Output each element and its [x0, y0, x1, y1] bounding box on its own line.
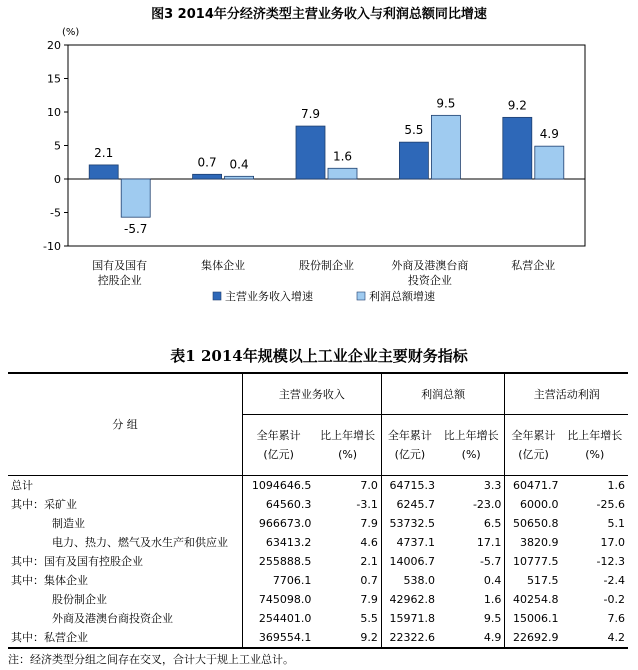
- data-label: 1.6: [332, 149, 353, 164]
- bar-chart: [0, 22, 638, 342]
- cell-value: 60471.7: [513, 479, 559, 492]
- cell-value: 7706.1: [272, 574, 312, 587]
- cell-value: 6000.0: [520, 498, 559, 511]
- y-tick-label: 5: [54, 139, 61, 153]
- sub-header: 全年累计 (亿元): [381, 415, 438, 476]
- cell-value: 10777.5: [513, 555, 559, 568]
- cell-value: 9.5: [438, 609, 505, 628]
- legend-swatch: [213, 292, 221, 300]
- chart-legend: [213, 289, 435, 303]
- data-label: 0.7: [197, 155, 217, 170]
- row-label: 其中：私营企业: [8, 628, 243, 648]
- category-label: 股份制企业: [299, 259, 354, 272]
- colgroup-revenue: 主营业务收入: [243, 373, 382, 415]
- y-tick-label: -10: [43, 240, 61, 253]
- cell-value: 17.0: [600, 536, 625, 549]
- sub-header: 比上年增长 (%): [438, 415, 505, 476]
- colgroup-main-profit: 主营活动利润: [505, 373, 628, 415]
- figure-title: 图3 2014年分经济类型主营业务收入与利润总额同比增速: [151, 7, 487, 22]
- data-label: 9.2: [507, 98, 527, 113]
- sub-header: 全年累计 (亿元): [505, 415, 562, 476]
- row-label: 外商及港澳台商投资企业: [8, 609, 243, 628]
- data-label: 7.9: [300, 107, 321, 122]
- sub-header: 比上年增长 (%): [562, 415, 628, 476]
- cell-value: 14006.7: [389, 555, 435, 568]
- cell-value: 15971.8: [389, 612, 435, 625]
- category-label: 私营企业: [511, 259, 556, 272]
- cell-value: -0.2: [603, 593, 625, 606]
- cell-value: 6245.7: [396, 498, 435, 511]
- row-label: 电力、热力、燃气及水生产和供应业: [8, 533, 243, 552]
- row-label: 股份制企业: [8, 590, 243, 609]
- cell-value: 7.0: [314, 476, 381, 496]
- bar-revenue: [296, 126, 325, 179]
- data-label: 0.4: [229, 157, 249, 172]
- table-row: [8, 514, 628, 533]
- cell-value: 64560.3: [265, 498, 312, 511]
- cell-value: 1.6: [607, 479, 625, 492]
- y-tick-label: 15: [47, 72, 61, 86]
- cell-value: 40254.8: [513, 593, 559, 606]
- cell-value: 63413.2: [265, 536, 312, 549]
- bar-revenue: [89, 165, 118, 179]
- cell-value: 7.9: [314, 590, 381, 609]
- table-row: [8, 495, 628, 514]
- row-label: 总计: [8, 476, 243, 496]
- table-row: [8, 609, 628, 628]
- cell-value: 53732.5: [389, 517, 435, 530]
- cell-value: 3.3: [438, 476, 505, 496]
- cell-value: 22322.6: [389, 631, 435, 644]
- table-row: [8, 571, 628, 590]
- cell-value: 745098.0: [258, 593, 312, 606]
- sub-header: 全年累计 (亿元): [243, 415, 315, 476]
- cell-value: 4737.1: [396, 536, 435, 549]
- cell-value: -23.0: [438, 495, 505, 514]
- cell-value: 17.1: [438, 533, 505, 552]
- row-label: 制造业: [8, 514, 243, 533]
- sub-header: 比上年增长 (%): [314, 415, 381, 476]
- cell-value: 6.5: [438, 514, 505, 533]
- cell-value: 5.5: [314, 609, 381, 628]
- cell-value: -12.3: [596, 555, 625, 568]
- cell-value: 538.0: [403, 574, 435, 587]
- cell-value: 1094646.5: [251, 479, 312, 492]
- row-label: 其中：采矿业: [8, 495, 243, 514]
- cell-value: -5.7: [438, 552, 505, 571]
- cell-value: 255888.5: [258, 555, 312, 568]
- cell-value: 7.9: [314, 514, 381, 533]
- cell-value: 64715.3: [389, 479, 435, 492]
- y-tick-label: 20: [47, 39, 61, 52]
- category-label: 国有及国有: [92, 259, 148, 272]
- bar-profit: [431, 115, 460, 179]
- cell-value: 4.2: [607, 631, 625, 644]
- table-note: 注：经济类型分组之间存在交叉，合计大于规上工业总计。: [8, 653, 294, 666]
- cell-value: 517.5: [527, 574, 559, 587]
- cell-value: 50650.8: [513, 517, 559, 530]
- cell-value: 7.6: [607, 612, 625, 625]
- category-label: 外商及港澳台商: [391, 259, 469, 272]
- cell-value: 4.6: [314, 533, 381, 552]
- cell-value: 2.1: [314, 552, 381, 571]
- cell-value: -3.1: [314, 495, 381, 514]
- cell-value: 5.1: [607, 517, 625, 530]
- table-row: [8, 628, 628, 648]
- cell-value: 0.4: [438, 571, 505, 590]
- y-tick-label: 0: [54, 173, 61, 186]
- cell-value: 22692.9: [513, 631, 559, 644]
- row-label: 其中：集体企业: [8, 571, 243, 590]
- bar-profit: [535, 146, 564, 179]
- financial-indicators-table: [8, 372, 628, 649]
- cell-value: 0.7: [314, 571, 381, 590]
- cell-value: 966673.0: [258, 517, 312, 530]
- colgroup-profit: 利润总额: [381, 373, 505, 415]
- data-label: 2.1: [94, 145, 114, 160]
- cell-value: 3820.9: [520, 536, 559, 549]
- table-row: [8, 590, 628, 609]
- cell-value: 254401.0: [258, 612, 312, 625]
- bar-revenue: [193, 174, 222, 179]
- table-row: [8, 476, 628, 496]
- cell-value: 15006.1: [513, 612, 559, 625]
- cell-value: 42962.8: [389, 593, 435, 606]
- bar-profit: [225, 176, 254, 179]
- data-label: -5.7: [123, 222, 148, 237]
- data-label: 9.5: [436, 96, 456, 111]
- category-labels: [92, 258, 555, 287]
- chart-bars: [89, 96, 564, 236]
- y-tick-label: 10: [47, 106, 61, 119]
- bar-profit: [121, 179, 150, 217]
- y-tick-label: -5: [50, 206, 61, 220]
- table-title: 表1 2014年规模以上工业企业主要财务指标: [170, 347, 468, 365]
- cell-value: -25.6: [596, 498, 625, 511]
- category-label: 集体企业: [201, 259, 246, 272]
- y-unit-label: (%): [62, 27, 80, 38]
- bar-profit: [328, 168, 357, 179]
- group-header: 分 组: [8, 373, 243, 476]
- bar-revenue: [503, 117, 532, 179]
- cell-value: 369554.1: [258, 631, 312, 644]
- row-label: 其中：国有及国有控股企业: [8, 552, 243, 571]
- legend-label: 利润总额增速: [369, 290, 435, 303]
- cell-value: 9.2: [314, 628, 381, 648]
- category-label: 投资企业: [407, 274, 452, 287]
- legend-swatch: [357, 292, 365, 300]
- bar-revenue: [399, 142, 428, 179]
- table-row: [8, 533, 628, 552]
- table-row: [8, 552, 628, 571]
- data-label: 5.5: [404, 123, 424, 138]
- cell-value: -2.4: [603, 574, 625, 587]
- legend-label: 主营业务收入增速: [225, 290, 313, 303]
- data-label: 4.9: [539, 127, 559, 142]
- cell-value: 1.6: [438, 590, 505, 609]
- category-label: 控股企业: [97, 274, 142, 287]
- cell-value: 4.9: [438, 628, 505, 648]
